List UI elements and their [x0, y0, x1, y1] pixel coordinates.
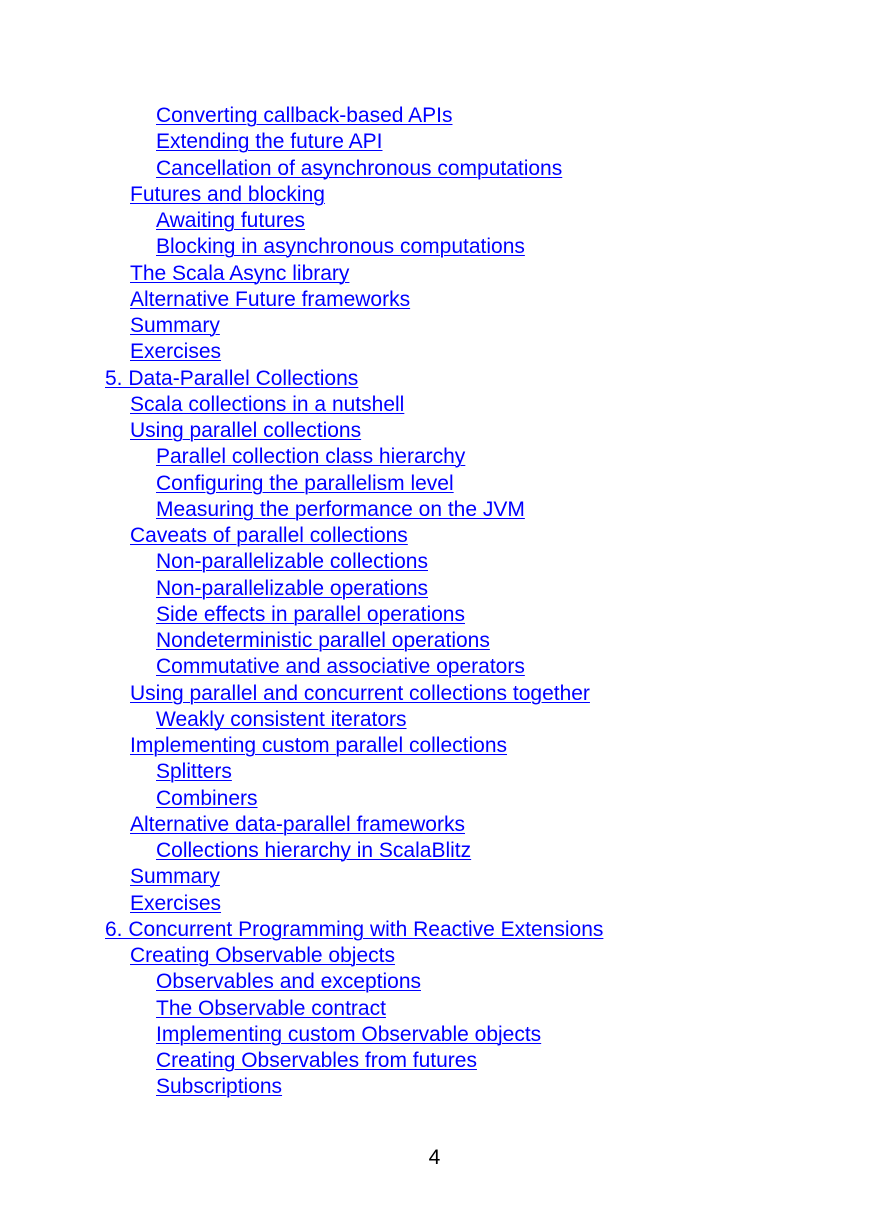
toc-section-entry	[0, 103, 869, 129]
toc-section-entry	[0, 208, 869, 234]
toc-link[interactable]: Implementing custom parallel collections	[130, 734, 508, 757]
toc-link[interactable]: Exercises	[130, 891, 222, 915]
toc-link[interactable]: Using parallel and concurrent collections together	[130, 681, 590, 705]
toc-section-entry	[0, 812, 869, 838]
toc-section-entry	[0, 681, 869, 707]
toc-section-entry	[0, 602, 869, 628]
toc-chapter-entry	[0, 917, 869, 943]
toc-link[interactable]: Commutative and associative operators	[156, 655, 525, 679]
toc-link[interactable]: Alternative data-parallel frameworks	[130, 812, 465, 836]
toc-section-entry	[0, 786, 869, 812]
toc-link[interactable]: Nondeterministic parallel operations	[156, 629, 490, 652]
toc-link[interactable]: Scala collections in a nutshell	[130, 392, 405, 416]
toc-section-entry	[0, 313, 869, 339]
toc-section-entry	[0, 156, 869, 182]
toc-section-entry	[0, 549, 869, 575]
toc-section-entry	[0, 733, 869, 759]
toc-link[interactable]: Extending the future API	[156, 130, 383, 154]
page-number: 4	[428, 1146, 441, 1169]
toc-section-entry	[0, 1022, 869, 1048]
toc-section-entry	[0, 943, 869, 969]
table-of-contents	[0, 103, 869, 1101]
toc-link[interactable]: Configuring the parallelism level	[156, 471, 454, 495]
toc-link[interactable]: Side effects in parallel operations	[156, 602, 465, 626]
toc-section-entry	[0, 1074, 869, 1100]
toc-section-entry	[0, 838, 869, 864]
toc-link[interactable]: 5. Data-Parallel Collections	[105, 366, 359, 390]
toc-link[interactable]: Summary	[130, 314, 220, 337]
toc-link[interactable]: Converting callback-based APIs	[156, 104, 453, 127]
toc-link[interactable]: Alternative Future frameworks	[130, 287, 411, 311]
toc-link[interactable]: Weakly consistent iterators	[156, 707, 407, 731]
toc-section-entry	[0, 339, 869, 365]
toc-section-entry	[0, 969, 869, 995]
toc-link[interactable]: Caveats of parallel collections	[130, 524, 408, 547]
toc-chapter-entry	[0, 366, 869, 392]
toc-link[interactable]: 6. Concurrent Programming with Reactive Extensions	[105, 917, 604, 941]
toc-section-entry	[0, 707, 869, 733]
toc-link[interactable]: Combiners	[156, 786, 258, 810]
toc-link[interactable]: Non-parallelizable operations	[156, 576, 428, 600]
toc-link[interactable]: Non-parallelizable collections	[156, 550, 428, 574]
toc-link[interactable]: Cancellation of asynchronous computations	[156, 156, 563, 180]
toc-section-entry	[0, 444, 869, 470]
toc-section-entry	[0, 1048, 869, 1074]
toc-section-entry	[0, 891, 869, 917]
toc-section-entry	[0, 628, 869, 654]
toc-section-entry	[0, 471, 869, 497]
toc-link[interactable]: Collections hierarchy in ScalaBlitz	[156, 839, 472, 862]
toc-section-entry	[0, 392, 869, 418]
toc-section-entry	[0, 287, 869, 313]
toc-link[interactable]: Awaiting futures	[156, 209, 306, 232]
toc-section-entry	[0, 864, 869, 890]
toc-link[interactable]: Creating Observable objects	[130, 944, 395, 967]
toc-link[interactable]: Parallel collection class hierarchy	[156, 445, 466, 469]
toc-link[interactable]: Exercises	[130, 340, 222, 364]
toc-section-entry	[0, 182, 869, 208]
toc-link[interactable]: Implementing custom Observable objects	[156, 1022, 542, 1046]
toc-section-entry	[0, 129, 869, 155]
toc-section-entry	[0, 996, 869, 1022]
toc-section-entry	[0, 576, 869, 602]
toc-section-entry	[0, 654, 869, 680]
toc-link[interactable]: Creating Observables from futures	[156, 1049, 477, 1072]
toc-link[interactable]: Using parallel collections	[130, 419, 362, 442]
toc-section-entry	[0, 234, 869, 260]
toc-section-entry	[0, 759, 869, 785]
toc-section-entry	[0, 523, 869, 549]
toc-link[interactable]: Subscriptions	[156, 1075, 283, 1099]
toc-section-entry	[0, 261, 869, 287]
toc-link[interactable]: Measuring the performance on the JVM	[156, 497, 525, 521]
toc-section-entry	[0, 497, 869, 523]
toc-link[interactable]: Observables and exceptions	[156, 970, 421, 994]
toc-link[interactable]: Summary	[130, 865, 220, 889]
toc-section-entry	[0, 418, 869, 444]
toc-link[interactable]: The Observable contract	[156, 996, 386, 1020]
toc-link[interactable]: Splitters	[156, 760, 232, 784]
toc-link[interactable]: Futures and blocking	[130, 182, 325, 206]
toc-link[interactable]: Blocking in asynchronous computations	[156, 235, 525, 259]
toc-link[interactable]: The Scala Async library	[130, 261, 350, 285]
